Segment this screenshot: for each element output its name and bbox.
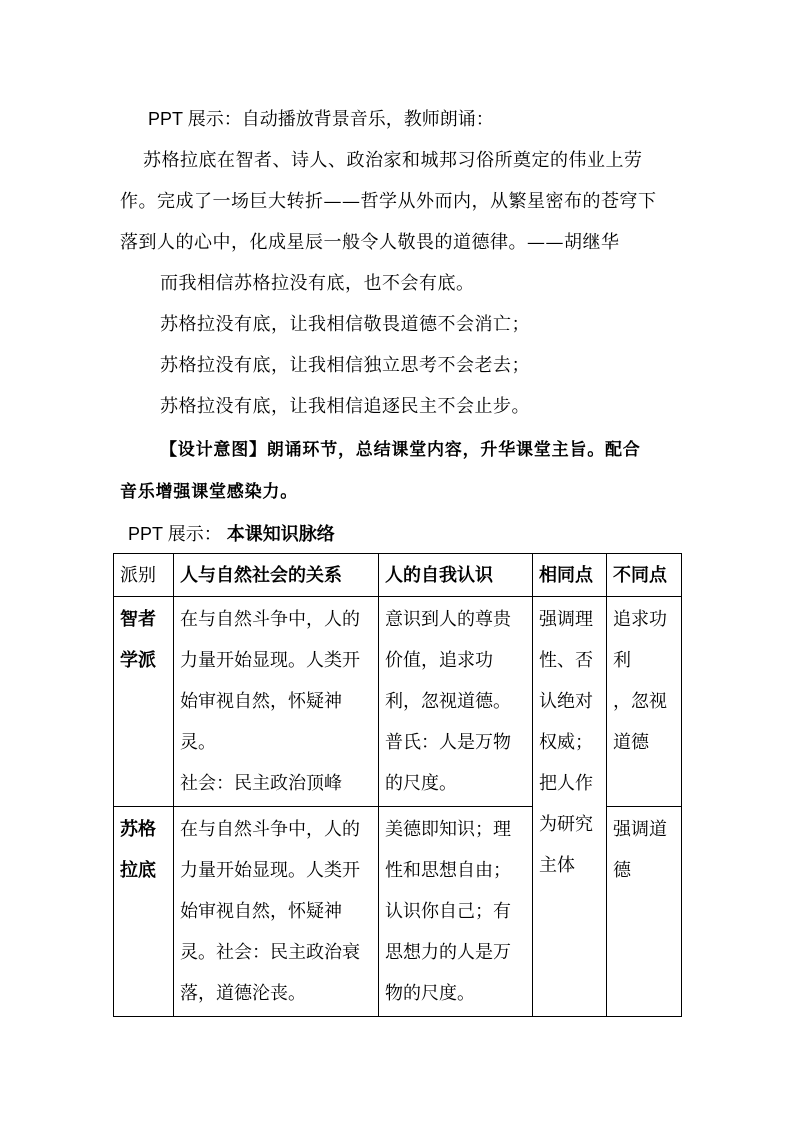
self-recognition-cell xyxy=(379,597,533,807)
cell-line: 德 xyxy=(613,860,631,881)
cell-line: 主体 xyxy=(539,855,575,876)
cell-line: 为研究 xyxy=(539,814,593,835)
cell-line: 意识到人的尊贵 xyxy=(385,609,511,630)
ppt-knowledge-heading xyxy=(128,522,335,546)
cell-line: ，忽视 xyxy=(613,691,667,712)
cell-line: 价值，追求功 xyxy=(385,650,493,671)
cell-line: 美德即知识；理 xyxy=(385,819,511,840)
table-header-row xyxy=(114,554,682,597)
poem-line-3: 落到人的心中，化成星辰一般令人敬畏的道德律。——胡继华 xyxy=(120,232,620,253)
cell-line: 在与自然斗争中，人的 xyxy=(180,609,360,630)
design-intent-line-1: 【设计意图】朗诵环节，总结课堂内容，升华课堂主旨。配合 xyxy=(160,440,641,460)
cell-line: 灵。 xyxy=(180,732,216,753)
cell-line: 利 xyxy=(613,650,631,671)
header-common: 相同点 xyxy=(533,554,607,597)
cell-line: 认绝对 xyxy=(539,691,593,712)
cell-line: 道德 xyxy=(613,732,649,753)
cell-line: 普氏：人是万物 xyxy=(385,732,511,753)
cell-line: 拉底 xyxy=(120,860,156,881)
cell-line: 力量开始显现。人类开 xyxy=(180,860,360,881)
cell-line: 灵。社会：民主政治衰 xyxy=(180,942,360,963)
ppt-prefix: PPT xyxy=(128,524,163,544)
header-school: 派别 xyxy=(114,554,174,597)
cell-line: 在与自然斗争中，人的 xyxy=(180,819,360,840)
header-relation: 人与自然社会的关系 xyxy=(174,554,379,597)
knowledge-table xyxy=(113,553,682,1017)
ppt-text: 展示：自动播放背景音乐，教师朗诵： xyxy=(187,109,494,129)
cell-line: 学派 xyxy=(120,650,156,671)
poem-line-2: 作。完成了一场巨大转折——哲学从外而内，从繁星密布的苍穹下 xyxy=(120,191,657,212)
common-cell xyxy=(533,597,607,1017)
ppt-prefix: PPT xyxy=(148,109,183,129)
cell-line: 强调理 xyxy=(539,609,593,630)
relation-cell xyxy=(174,807,379,1017)
cell-line: 力量开始显现。人类开 xyxy=(180,650,360,671)
cell-line: 落，道德沦丧。 xyxy=(180,983,306,1004)
knowledge-map-title: 本课知识脉络 xyxy=(226,524,335,544)
self-recognition-cell xyxy=(379,807,533,1017)
cell-line: 性和思想自由； xyxy=(385,860,511,881)
poem-line-1: 苏格拉底在智者、诗人、政治家和城邦习俗所奠定的伟业上劳 xyxy=(143,150,643,171)
header-self-recognition: 人的自我认识 xyxy=(379,554,533,597)
poem-line-5: 苏格拉没有底，让我相信敬畏道德不会消亡； xyxy=(160,314,530,335)
cell-line: 苏格 xyxy=(120,819,156,840)
table-row xyxy=(114,597,682,807)
design-intent-line-2: 音乐增强课堂感染力。 xyxy=(120,482,298,502)
cell-line: 智者 xyxy=(120,609,156,630)
poem-line-7: 苏格拉没有底，让我相信追逐民主不会止步。 xyxy=(160,396,530,417)
cell-line: 始审视自然，怀疑神 xyxy=(180,901,342,922)
ppt-text: 展示： xyxy=(167,524,222,544)
difference-cell xyxy=(607,807,682,1017)
cell-line: 性、否 xyxy=(539,650,593,671)
school-cell xyxy=(114,807,174,1017)
cell-line: 把人作 xyxy=(539,773,593,794)
poem-line-6: 苏格拉没有底，让我相信独立思考不会老去； xyxy=(160,355,530,376)
cell-line: 权威； xyxy=(539,732,593,753)
cell-line: 追求功 xyxy=(613,609,667,630)
difference-cell xyxy=(607,597,682,807)
header-difference: 不同点 xyxy=(607,554,682,597)
ppt-music-instruction xyxy=(148,107,494,131)
poem-line-4: 而我相信苏格拉没有底，也不会有底。 xyxy=(160,273,475,294)
cell-line: 利，忽视道德。 xyxy=(385,691,511,712)
cell-line: 社会：民主政治顶峰 xyxy=(180,773,342,794)
cell-line: 强调道 xyxy=(613,819,667,840)
school-cell xyxy=(114,597,174,807)
cell-line: 的尺度。 xyxy=(385,773,457,794)
cell-line: 物的尺度。 xyxy=(385,983,475,1004)
cell-line: 思想力的人是万 xyxy=(385,942,511,963)
relation-cell xyxy=(174,597,379,807)
cell-line: 始审视自然，怀疑神 xyxy=(180,691,342,712)
cell-line: 认识你自己；有 xyxy=(385,901,511,922)
